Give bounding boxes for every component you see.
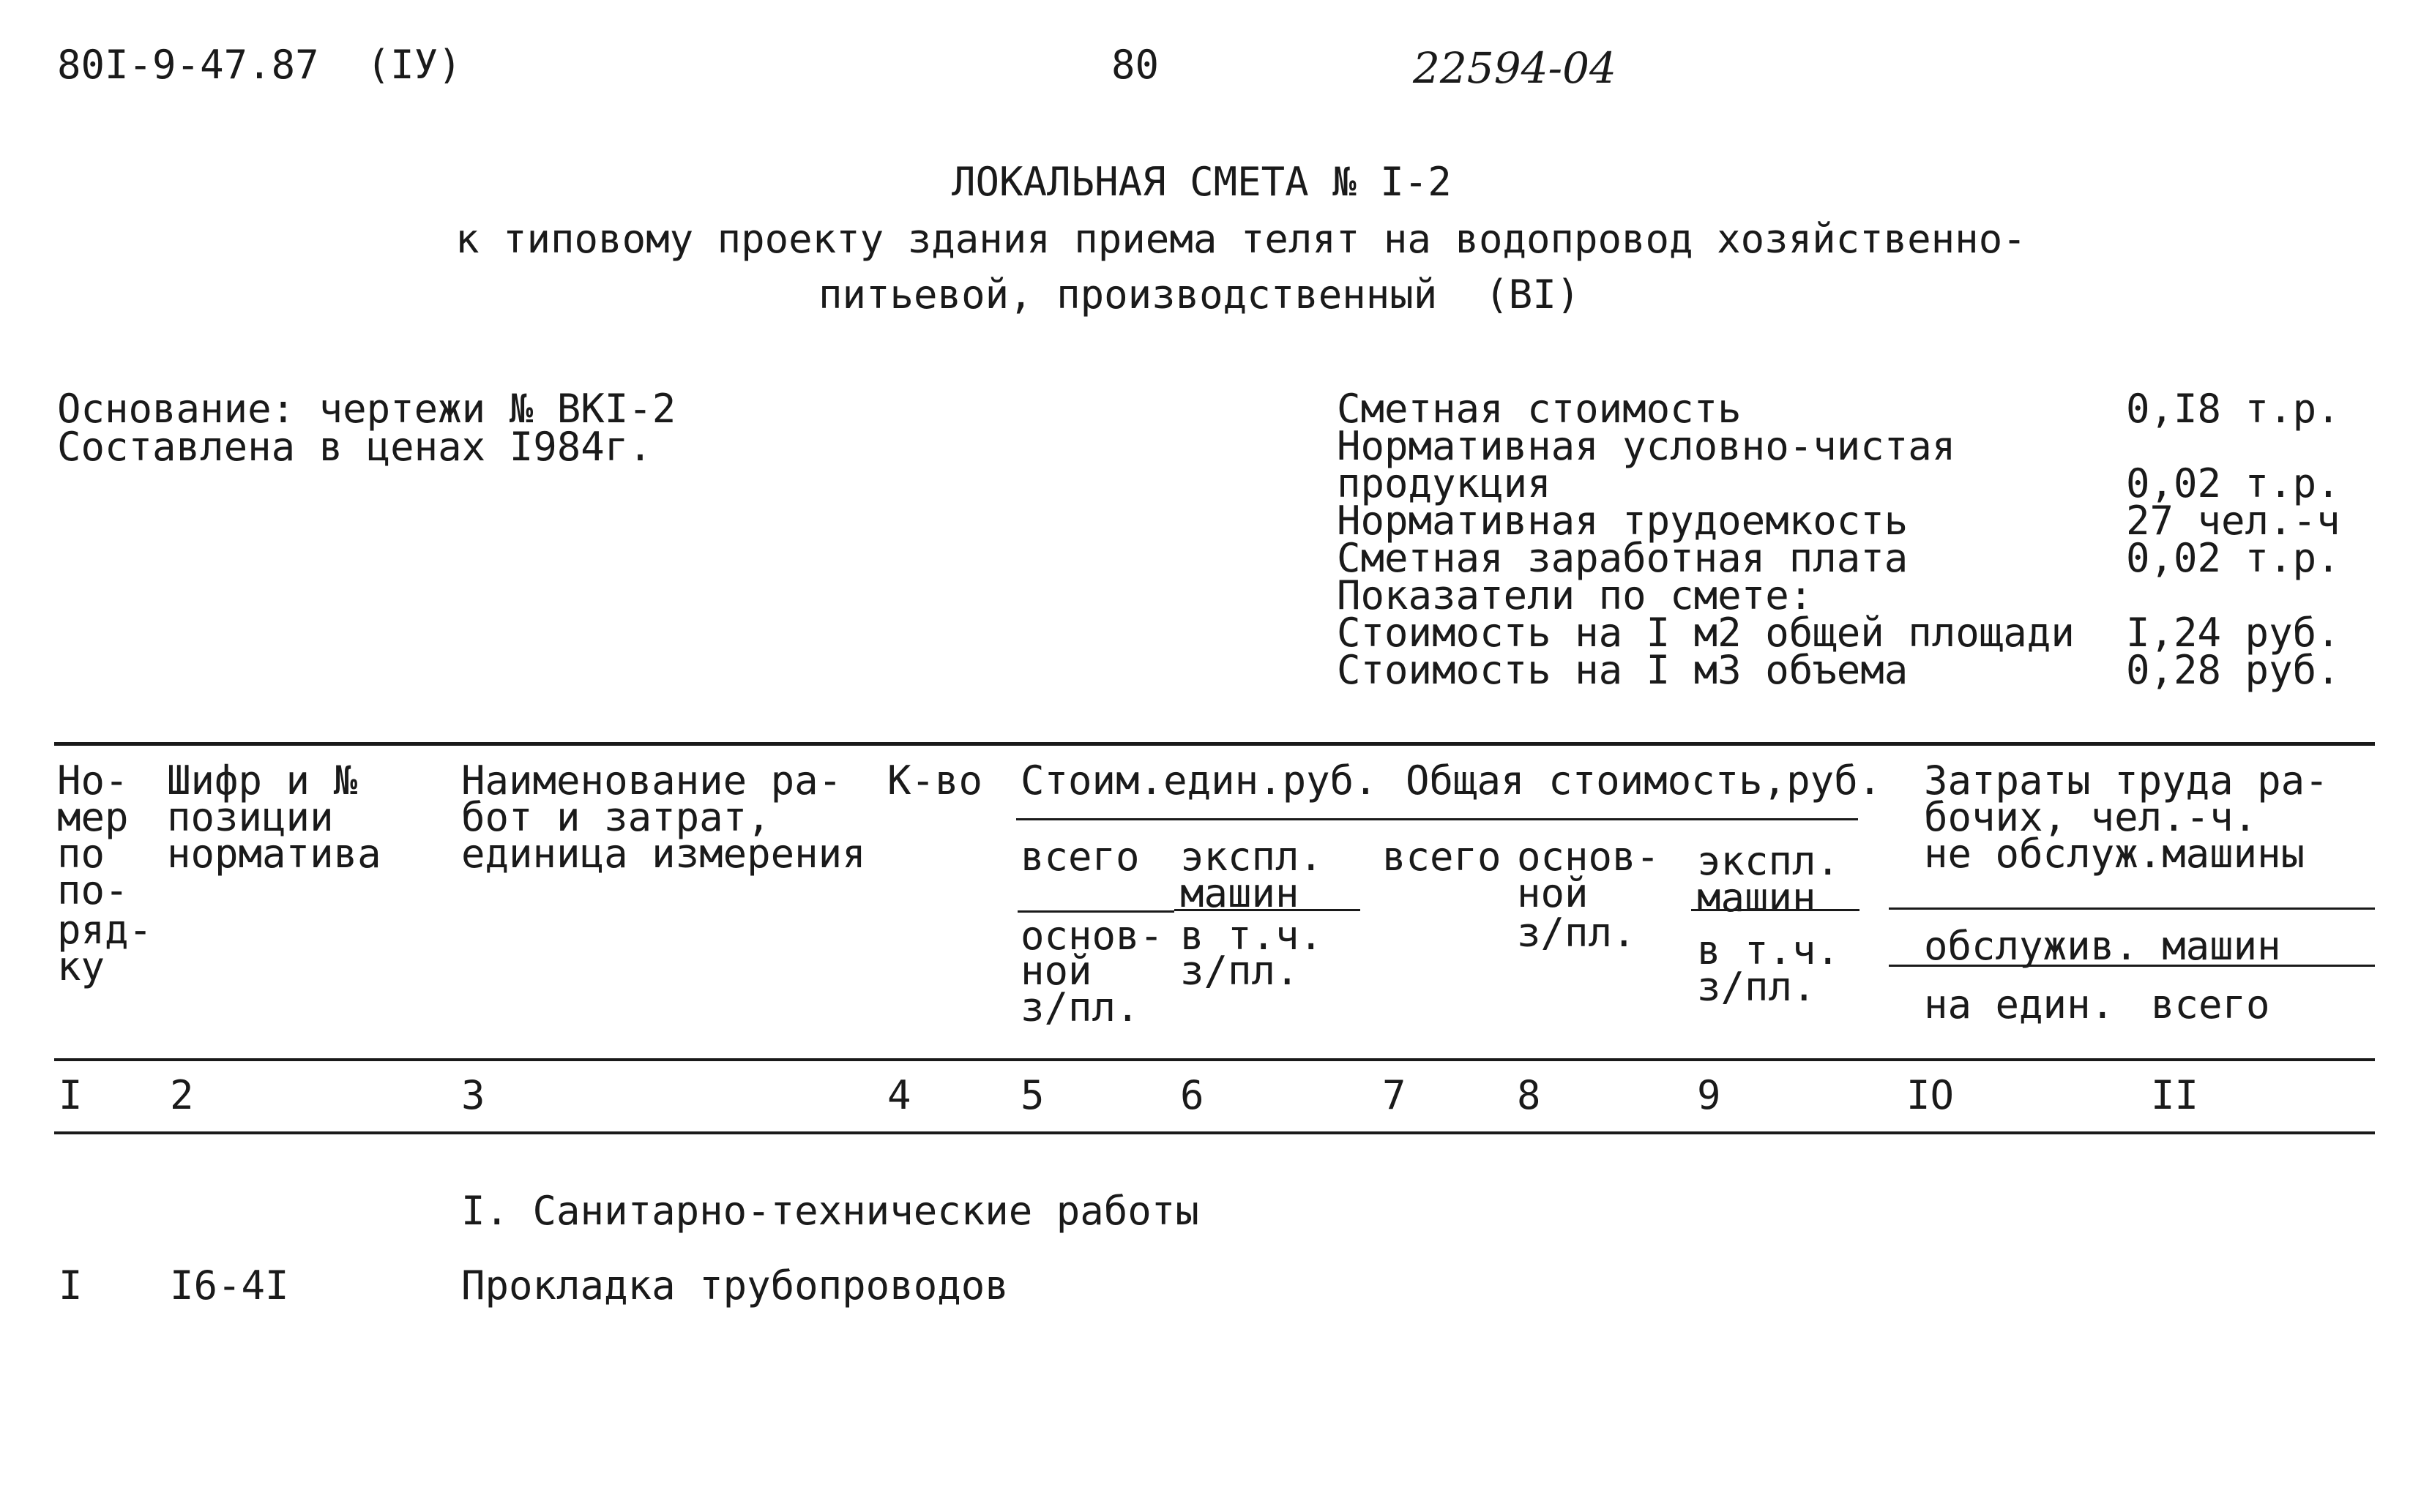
col7-header: всего	[1382, 834, 1502, 880]
col5-header: всего	[1021, 834, 1140, 880]
col1-header: Но-	[57, 757, 129, 804]
summary-value: 27 чел.-ч	[2126, 498, 2340, 544]
col3-header: бот и затрат,	[461, 794, 771, 840]
table-row-number: I	[59, 1262, 83, 1309]
summary-label: продукция	[1337, 460, 1551, 506]
col3-header: единица измерения	[461, 831, 866, 877]
col10-header: на един.	[1924, 981, 2115, 1028]
document-subtitle-line1: к типовому проекту здания приема телят на водопровод хозяйственно-	[455, 216, 2026, 262]
summary-value: 0,I8 т.р.	[2126, 386, 2340, 432]
col11-header: всего	[2151, 981, 2270, 1028]
column-number: 2	[170, 1072, 194, 1118]
col1-header: мер	[57, 794, 129, 840]
labor-group-header: не обслуж.машины	[1924, 831, 2305, 877]
col1-header: ряд-	[57, 907, 153, 953]
summary-label: Сметная стоимость	[1337, 386, 1742, 432]
col2-header: норматива	[167, 831, 381, 877]
column-number: I	[59, 1072, 83, 1118]
labor-split-rule	[1889, 907, 2375, 910]
col2-header: Шифр и №	[167, 757, 358, 804]
summary-label: Стоимость на I м3 объема	[1337, 647, 1909, 693]
basis-price-level: Составлена в ценах I984г.	[57, 424, 652, 470]
summary-value: 0,02 т.р.	[2126, 460, 2340, 506]
page-number: 80	[1111, 42, 1160, 88]
labor-sub-header: обслужив. машин	[1924, 923, 2281, 969]
col5-sub-header: з/пл.	[1021, 984, 1140, 1030]
document-code: 80I-9-47.87 (IУ)	[57, 42, 462, 88]
table-row-name: Прокладка трубопроводов	[461, 1262, 1009, 1309]
col5-sub-header: основ-	[1021, 913, 1164, 959]
table-row-code: I6-4I	[170, 1262, 289, 1309]
summary-value: I,24 руб.	[2126, 610, 2340, 656]
col6-header: экспл.	[1180, 834, 1324, 880]
labor-group-header: бочих, чел.-ч.	[1924, 794, 2258, 840]
basis-drawings: Основание: чертежи № ВКI-2	[57, 386, 676, 432]
unit-cost-group-header: Стоим.един.руб.	[1021, 757, 1378, 804]
table-top-rule	[54, 742, 2375, 746]
col9-sub-header: в т.ч.	[1697, 927, 1840, 973]
column-number: IO	[1906, 1072, 1955, 1118]
summary-label: Стоимость на I м2 общей площади	[1337, 610, 2075, 656]
col9-header: машин	[1697, 875, 1816, 921]
col1-header: ку	[57, 943, 105, 989]
total-cost-group-header: Общая стоимость,руб.	[1406, 757, 1882, 804]
col6-header: машин	[1180, 870, 1299, 916]
document-title: ЛОКАЛЬНАЯ СМЕТА № I-2	[952, 159, 1452, 205]
cost-group-rule	[1016, 818, 1858, 820]
column-number: 3	[461, 1072, 485, 1118]
col5-sub-header: ной	[1021, 948, 1092, 994]
col9-header: экспл.	[1697, 838, 1840, 884]
column-number: 4	[887, 1072, 911, 1118]
summary-label: Сметная заработная плата	[1337, 535, 1909, 581]
column-number: 5	[1021, 1072, 1045, 1118]
col2-header: позиции	[167, 794, 334, 840]
section-title: I. Санитарно-технические работы	[461, 1188, 1199, 1234]
labor-group-header: Затраты труда ра-	[1924, 757, 2329, 804]
summary-label: Нормативная условно-чистая	[1337, 423, 1956, 469]
column-number: II	[2151, 1072, 2199, 1118]
handwritten-inventory-number: 22594-04	[1413, 43, 1616, 93]
column-number: 8	[1517, 1072, 1541, 1118]
column-numbers-rule	[54, 1131, 2375, 1134]
col6-sub-header: з/пл.	[1180, 948, 1299, 994]
col8-header: з/пл.	[1517, 910, 1636, 956]
col1-header: по	[57, 831, 105, 877]
column-number: 7	[1382, 1072, 1406, 1118]
col4-header: К-во	[887, 757, 983, 804]
col3-header: Наименование ра-	[461, 757, 843, 804]
document-subtitle-line2: питьевой, производственный (BI)	[818, 272, 1581, 318]
col8-header: основ-	[1517, 834, 1660, 880]
column-number: 6	[1180, 1072, 1204, 1118]
col6-sub-header: в т.ч.	[1180, 913, 1324, 959]
column-number: 9	[1697, 1072, 1721, 1118]
col1-header: по-	[57, 867, 129, 913]
summary-label: Показатели по смете:	[1337, 572, 1813, 618]
col8-header: ной	[1517, 870, 1589, 916]
summary-value: 0,28 руб.	[2126, 647, 2340, 693]
summary-value: 0,02 т.р.	[2126, 535, 2340, 581]
col9-sub-header: з/пл.	[1697, 964, 1816, 1010]
summary-label: Нормативная трудоемкость	[1337, 498, 1909, 544]
header-bottom-rule	[54, 1058, 2375, 1061]
